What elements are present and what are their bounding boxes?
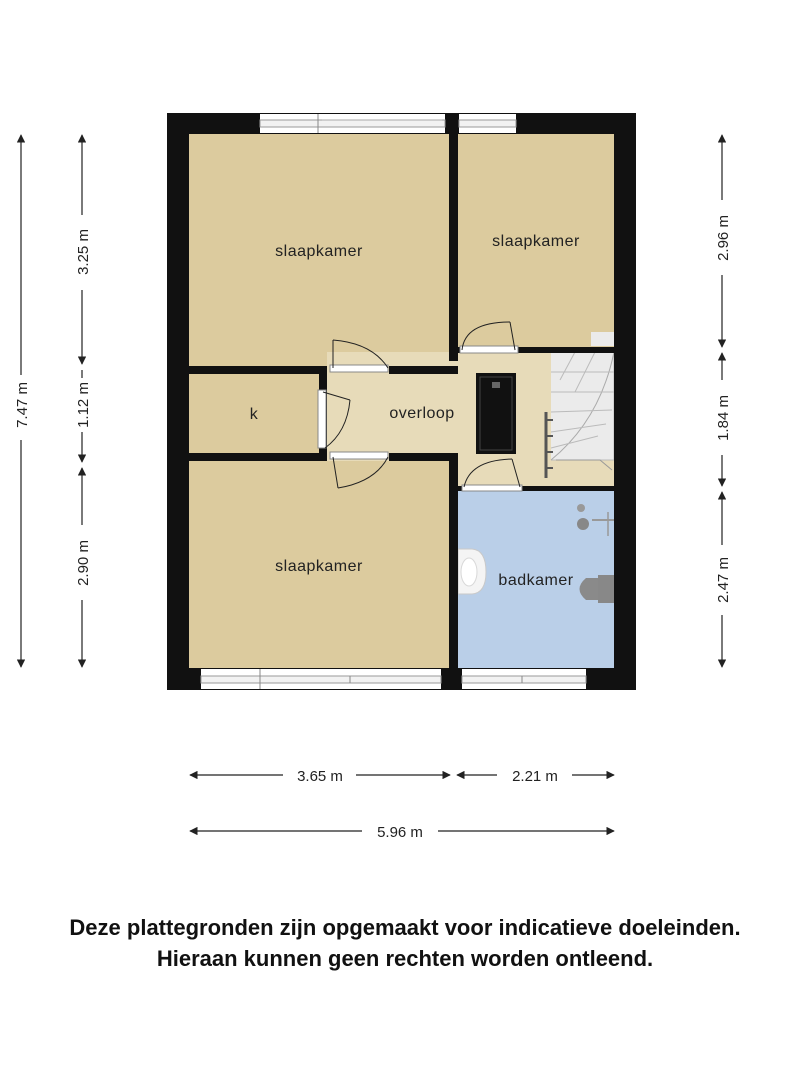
toilet [580, 575, 615, 603]
room-label-bedroom-bottom-left: slaapkamer [275, 558, 363, 575]
dim-bottom-right: 2.21 m [512, 768, 558, 785]
disclaimer-line-2: Hieraan kunnen geen rechten worden ontleend. [156, 946, 654, 971]
room-label-closet: k [249, 406, 259, 423]
dim-right-bottom: 2.47 m [715, 557, 732, 603]
room-label-bathroom: badkamer [498, 572, 574, 589]
dim-left-middle: 1.12 m [75, 382, 92, 428]
dim-right-middle: 1.84 m [715, 395, 732, 441]
dim-right-top: 2.96 m [715, 215, 732, 261]
room-label-bedroom-top-right: slaapkamer [492, 233, 580, 250]
staircase [546, 332, 614, 478]
sink [458, 549, 486, 594]
room-label-landing: overloop [389, 405, 455, 422]
landing-hatch [476, 373, 516, 454]
disclaimer [0, 912, 810, 974]
dim-left-top: 3.25 m [75, 229, 92, 275]
dim-bottom-left: 3.65 m [297, 768, 343, 785]
dim-left-total: 7.47 m [14, 382, 31, 428]
dim-bottom-total: 5.96 m [377, 824, 423, 841]
disclaimer-line-1: Deze plattegronden zijn opgemaakt voor indicatieve doeleinden. [69, 915, 741, 940]
room-label-bedroom-top-left: slaapkamer [275, 243, 363, 260]
dim-left-bottom: 2.90 m [75, 540, 92, 586]
